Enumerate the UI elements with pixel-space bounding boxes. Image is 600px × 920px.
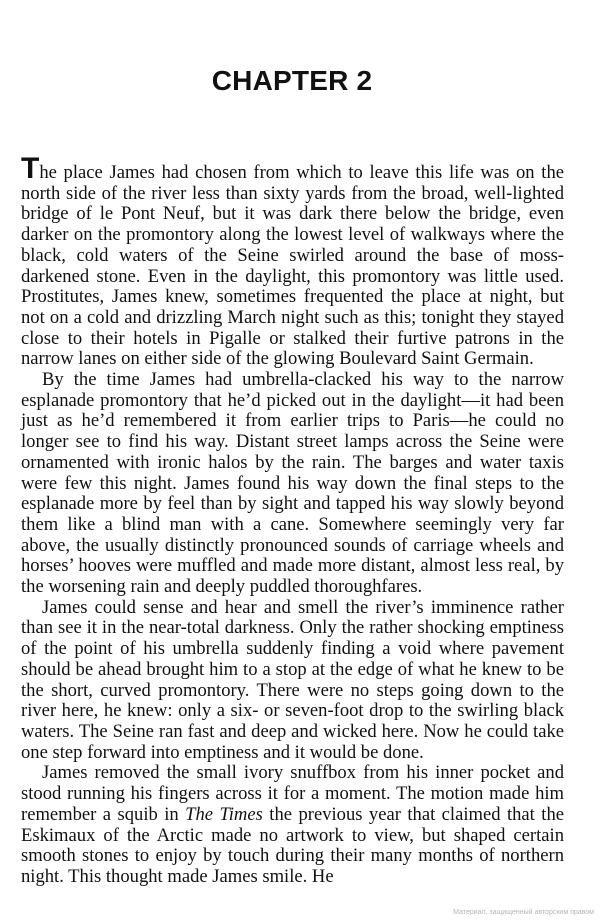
paragraph-4 [21,763,564,887]
paragraph-1-text: he place James had chosen from which to leave this life was on the north side of the river less than sixty yards from the broad, well-lighted bridge of le Pont Neuf, but it was dark there below the bridge, even darker on the promontory along the lowest level of walkways where the black, cold waters of the Seine swirled around the base of moss-darkened stone. Even in the daylight, this promontory was little used. Prostitutes, James knew, sometimes frequented the place at night, but not on a cold and drizzling March night such as this; tonight they stayed close to their hotels in Pigalle or stalked their furtive patrons in the narrow lanes on either side of the glowing Boulevard Saint Germain. [21,162,564,370]
chapter-body [21,152,564,888]
paragraph-1 [21,152,564,370]
copyright-watermark: Материал, защищенный авторским правом [453,909,594,916]
paragraph-4-text-before: James removed the small ivory snuffbox from his inner pocket and stood running his fingers across it for a moment. The motion made him remember a squib in [21,762,564,825]
paragraph-2: By the time James had umbrella-clacked his way to the narrow esplanade promontory that he’d picked out in the daylight—it had been just as he’d remembered it from earlier trips to Paris—he could no longer see to find his way. Distant street lamps across the Seine were ornamented with ironic halos by the rain. The barges and water taxis were few this night. James found his way down the final steps to the esplanade more by feel than by sight and tapped his way slowly beyond them like a blind man with a cane. Somewhere seemingly very far above, the usually distinctly pronounced sounds of carriage wheels and horses’ hooves were muffled and made more distant, almost less real, by the worsening rain and deeply puddled thoroughfares. [21,369,564,598]
chapter-title: CHAPTER 2 [211,65,373,96]
drop-cap: T [21,152,40,185]
paragraph-3: James could sense and hear and smell the river’s imminence rather than see it in the near-total darkness. Only the rather shocking emptiness of the point of his umbrella suddenly finding a void where pavement should be ahead brought him to a stop at the edge of what he knew to be the short, curved promontory. There were no steps going down to the river here, he knew: only a six- or seven-foot drop to the swirling black waters. The Seine ran fast and deep and wicked here. Now he could take one step forward into emptiness and it would be done. [21,596,564,763]
newspaper-title: The Times [185,803,263,825]
paragraph-4-text-after: the previous year that claimed that the Eskimaux of the Arctic made no artwork to view, but shaped certain smooth stones to enjoy by touch during their many months of northern night. This thought made James smile. He [21,803,564,887]
